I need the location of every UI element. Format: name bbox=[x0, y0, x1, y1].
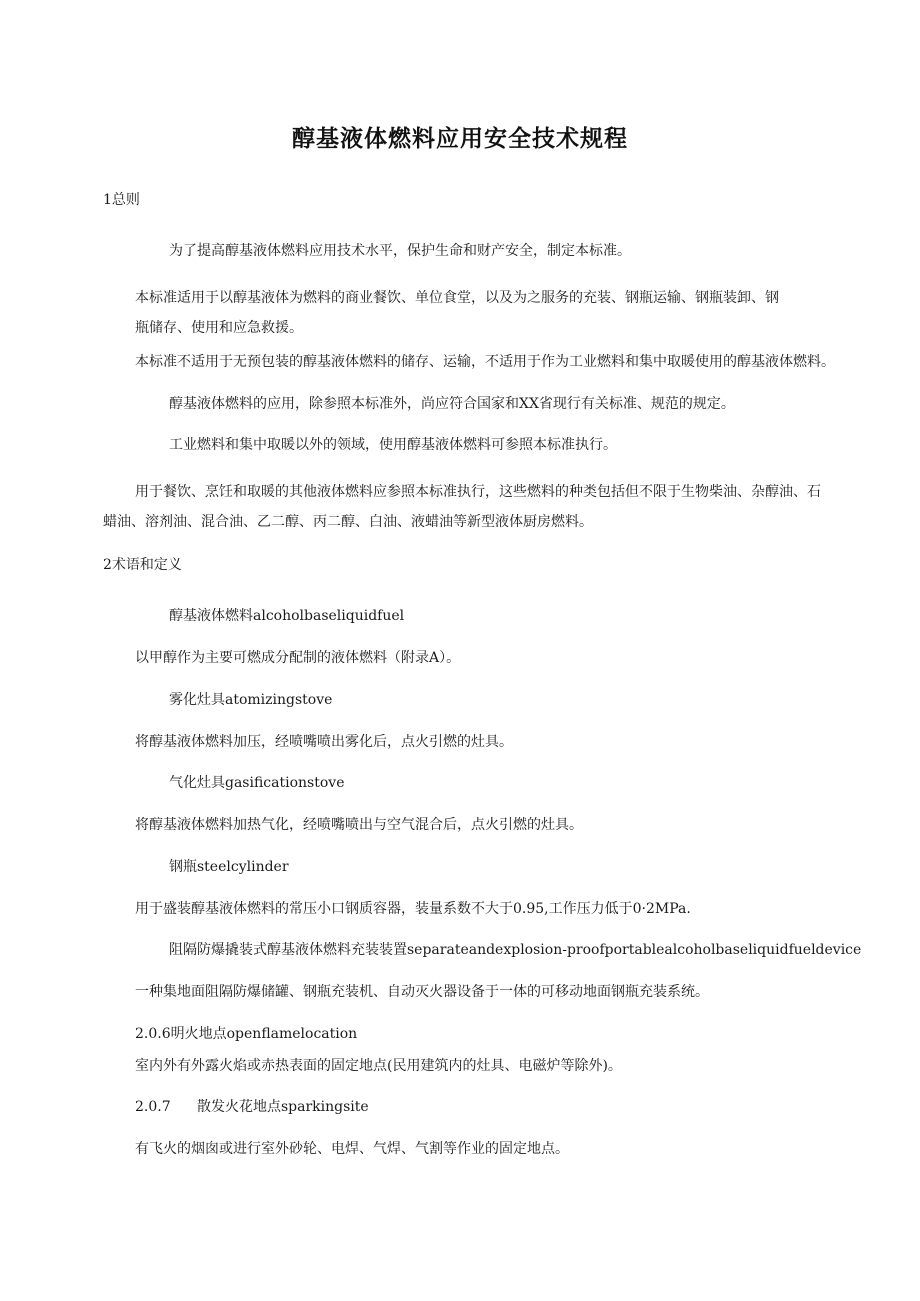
term-steel-cylinder: 钢瓶steelcylinder bbox=[169, 859, 289, 875]
term-number-sparking-site: 2.0.7 bbox=[135, 1099, 171, 1115]
term-filling-device: 阻隔防爆撬装式醇基液体燃料充装装置separateandexplosion-proofportablealcoholbaseliquidfueldevice bbox=[169, 942, 862, 958]
term-sparking-site: 散发火花地点sparkingsite bbox=[197, 1099, 369, 1115]
definition-atomizing-stove: 将醇基液体燃料加压，经喷嘴喷出雾化后，点火引燃的灶具。 bbox=[135, 734, 513, 750]
term-alcohol-fuel: 醇基液体燃料alcoholbaseliquidfuel bbox=[169, 608, 405, 624]
definition-open-flame-location: 室内外有外露火焰或赤热表面的固定地点(民用建筑内的灶具、电磁炉等除外)。 bbox=[135, 1058, 622, 1074]
paragraph-compliance: 醇基液体燃料的应用，除参照本标准外，尚应符合国家和XX省现行有关标准、规范的规定。 bbox=[169, 396, 735, 412]
term-gasification-stove: 气化灶具gasificationstove bbox=[169, 775, 345, 791]
paragraph-exclusion: 本标准不适用于无预包装的醇基液体燃料的储存、运输，不适用于作为工业燃料和集中取暖使用的醇基液体燃料。 bbox=[135, 354, 835, 370]
section-heading-general: 1总则 bbox=[103, 192, 140, 208]
definition-gasification-stove: 将醇基液体燃料加热气化，经喷嘴喷出与空气混合后，点火引燃的灶具。 bbox=[135, 817, 583, 833]
term-atomizing-stove: 雾化灶具atomizingstove bbox=[169, 692, 333, 708]
page-title: 醇基液体燃料应用安全技术规程 bbox=[292, 126, 628, 152]
paragraph-other-fuels: 用于餐饮、烹饪和取暖的其他液体燃料应参照本标准执行，这些燃料的种类包括但不限于生物柴油、杂醇油、石蜡油、溶剂油、混合油、乙二醇、丙二醇、白油、液蜡油等新型液体厨房燃料。 bbox=[103, 484, 821, 530]
paragraph-applicability: 工业燃料和集中取暖以外的领域，使用醇基液体燃料可参照本标准执行。 bbox=[169, 437, 617, 453]
definition-sparking-site: 有飞火的烟囱或进行室外砂轮、电焊、气焊、气割等作业的固定地点。 bbox=[135, 1141, 569, 1157]
paragraph-purpose: 为了提高醇基液体燃料应用技术水平，保护生命和财产安全，制定本标准。 bbox=[169, 243, 631, 259]
section-heading-terms: 2术语和定义 bbox=[103, 557, 182, 573]
term-open-flame-location: 2.0.6明火地点openflamelocation bbox=[135, 1026, 358, 1042]
paragraph-scope-text: 本标准适用于以醇基液体为燃料的商业餐饮、单位食堂，以及为之服务的充装、钢瓶运输、钢瓶装卸、钢瓶储存、使用和应急救援。 bbox=[135, 290, 779, 336]
definition-filling-device: 一种集地面阻隔防爆储罐、钢瓶充装机、自动灭火器设备于一体的可移动地面钢瓶充装系统。 bbox=[135, 984, 709, 1000]
definition-steel-cylinder: 用于盛装醇基液体燃料的常压小口钢质容器，装量系数不大于0.95,工作压力低于0·2MPa. bbox=[135, 901, 691, 917]
definition-alcohol-fuel: 以甲醇作为主要可燃成分配制的液体燃料（附录A）。 bbox=[135, 650, 461, 666]
